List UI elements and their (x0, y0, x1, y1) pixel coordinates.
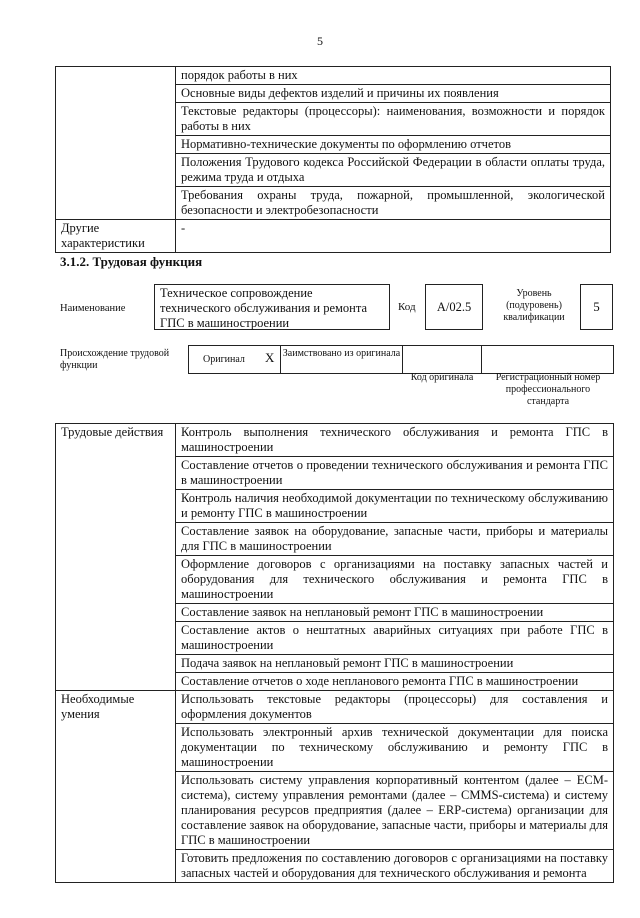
labor-action-item: Составление актов о нештатных аварийных ситуациях при работе ГПС в машиностроении (176, 622, 614, 655)
name-label: Наименование (60, 303, 126, 314)
labor-action-item: Оформление договоров с организациями на поставку запасных частей и оборудования для технического обслуживания и ремонта ГПС в машиностроении (176, 556, 614, 604)
knowledge-item: Положения Трудового кодекса Российской Федерации в области оплаты труда, режима труда и отдыха (176, 154, 611, 187)
knowledge-item: порядок работы в них (176, 67, 611, 85)
labor-action-item: Контроль выполнения технического обслуживания и ремонта ГПС в машиностроении (176, 424, 614, 457)
borrowed-box: Заимствовано из оригинала (280, 345, 403, 374)
previous-function-table (55, 66, 611, 253)
labor-action-item: Составление отчетов о ходе непланового ремонта ГПС в машиностроении (176, 673, 614, 691)
table-row (56, 424, 614, 457)
labor-actions-label: Трудовые действия (56, 424, 176, 691)
registration-number-caption: Регистрационный номер профессионального стандарта (495, 372, 601, 407)
original-label: Оригинал (203, 354, 245, 365)
knowledge-item: Основные виды дефектов изделий и причины их появления (176, 85, 611, 103)
labor-action-item: Контроль наличия необходимой документации по техническому обслуживанию и ремонту ГПС в машиностроении (176, 490, 614, 523)
name-value-box: Техническое сопровождение технического обслуживания и ремонта ГПС в машиностроении (154, 284, 390, 330)
required-skills-label: Необходимые умения (56, 691, 176, 883)
skill-item: Использовать систему управления корпоративный контентом (далее – ECM-система), систему управления ремонтами (далее – CMMS-система) и систему планирования ресурсов предприятия (далее – ERP-система) организации для составление заявок на оборудование, запасные части, приборы и материалы для ГПС в машиностроении (176, 772, 614, 850)
labor-function-table (55, 423, 614, 883)
code-label: Код (398, 301, 416, 313)
labor-action-item: Составление заявок на неплановый ремонт ГПС в машиностроении (176, 604, 614, 622)
level-label: Уровень (подуровень) квалификации (503, 288, 565, 323)
code-value-box: А/02.5 (425, 284, 483, 330)
origin-label: Происхождение трудовой функции (60, 348, 170, 371)
registration-number-box (481, 345, 614, 374)
other-characteristics-value: - (176, 220, 611, 253)
labor-action-item: Составление заявок на оборудование, запасные части, приборы и материалы для ГПС в машиностроении (176, 523, 614, 556)
other-characteristics-label: Другие характеристики (56, 220, 176, 253)
section-title: 3.1.2. Трудовая функция (60, 254, 203, 269)
knowledge-item: Текстовые редакторы (процессоры): наименования, возможности и порядок работы в них (176, 103, 611, 136)
knowledge-item: Нормативно-технические документы по оформлению отчетов (176, 136, 611, 154)
empty-label-cell (56, 67, 176, 220)
table-row (56, 691, 614, 724)
skill-item: Использовать электронный архив технической документации для поиска документации по техническому обслуживанию и ремонту ГПС в машиностроении (176, 724, 614, 772)
original-code-caption: Код оригинала (410, 372, 474, 383)
knowledge-item: Требования охраны труда, пожарной, промышленной, экологической безопасности и электробезопасности (176, 187, 611, 220)
level-value-box: 5 (580, 284, 613, 330)
labor-action-item: Подача заявок на неплановый ремонт ГПС в машиностроении (176, 655, 614, 673)
table-row (56, 220, 611, 253)
labor-action-item: Составление отчетов о проведении технического обслуживания и ремонта ГПС в машиностроении (176, 457, 614, 490)
page-number: 5 (317, 34, 323, 48)
original-mark: X (265, 350, 275, 365)
original-code-box (402, 345, 482, 374)
skill-item: Готовить предложения по составлению договоров с организациями на поставку запасных частей и оборудования для технического обслуживания и ремонта (176, 850, 614, 883)
origin-original-box (188, 345, 281, 374)
skill-item: Использовать текстовые редакторы (процессоры) для составления и оформления документов (176, 691, 614, 724)
table-row (56, 67, 611, 85)
